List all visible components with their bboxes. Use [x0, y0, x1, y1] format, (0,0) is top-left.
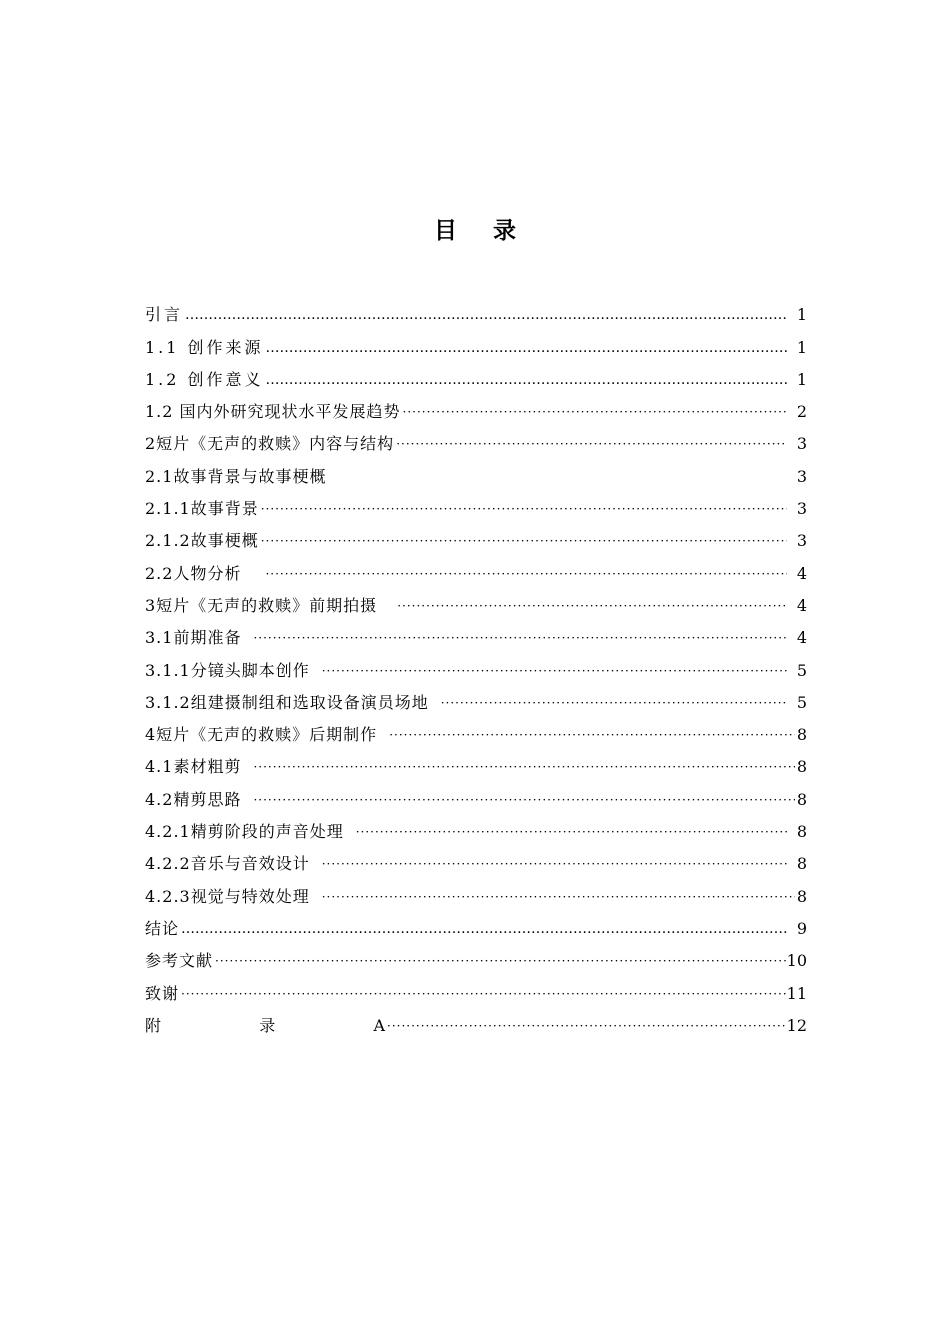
toc-entry-2-1-1[interactable] [145, 487, 807, 519]
toc-entry-page: 1 [796, 305, 807, 325]
toc-entry-4[interactable] [145, 713, 807, 745]
toc-dot-leader [387, 1016, 787, 1036]
toc-entry-page: 4 [796, 595, 807, 615]
toc-entry-3-1[interactable] [145, 616, 807, 648]
toc-entry-4-1[interactable] [145, 745, 807, 777]
toc-dot-leader [181, 919, 787, 939]
toc-entry-appendix-a[interactable] [145, 1004, 807, 1036]
toc-entry-page: 9 [796, 918, 807, 938]
toc-label-part: 附 [145, 1015, 162, 1035]
toc-dot-leader [322, 661, 787, 681]
toc-entry-page: 2 [796, 402, 807, 422]
toc-dot-leader [253, 628, 786, 648]
toc-dot-leader [253, 790, 794, 810]
toc-entry-1-2-research[interactable] [145, 390, 807, 422]
toc-entry-label: 4.2精剪思路 [145, 789, 242, 809]
toc-entry-page: 8 [796, 725, 807, 745]
toc-entry-page: 5 [796, 692, 807, 712]
toc-entry-conclusion[interactable] [145, 907, 807, 939]
toc-entry-1-2[interactable] [145, 358, 807, 390]
toc-entry-label: 致谢 [145, 983, 180, 1003]
toc-dot-leader [185, 305, 787, 325]
toc-entry-2-2[interactable] [145, 551, 807, 583]
toc-dot-leader [181, 984, 787, 1004]
table-of-contents [145, 293, 807, 1036]
toc-entry-page: 4 [796, 628, 807, 648]
toc-entry-3[interactable] [145, 584, 807, 616]
toc-entry-page: 3 [796, 434, 807, 454]
toc-entry-page: 8 [796, 757, 807, 777]
toc-entry-page: 8 [796, 822, 807, 842]
toc-entry-page: 8 [796, 886, 807, 906]
toc-dot-leader [215, 951, 787, 971]
toc-entry-page: 4 [796, 563, 807, 583]
toc-entry-label: 参考文献 [145, 951, 214, 971]
toc-label-part: A [373, 1015, 385, 1035]
toc-title: 目 录 [433, 218, 530, 244]
toc-entry-label: 2.1故事背景与故事梗概 [145, 466, 327, 486]
toc-entry-page: 10 [786, 951, 807, 971]
toc-entry-page: 5 [796, 660, 807, 680]
toc-entry-label: 4短片《无声的救赎》后期制作 [145, 725, 378, 745]
toc-entry-4-2[interactable] [145, 777, 807, 809]
toc-entry-page: 8 [796, 854, 807, 874]
toc-entry-page: 3 [796, 466, 807, 486]
toc-entry-introduction[interactable] [145, 293, 807, 325]
toc-entry-label: 引言 [145, 305, 184, 325]
toc-entry-label: 4.2.1精剪阶段的声音处理 [145, 822, 344, 842]
toc-entry-4-2-1[interactable] [145, 810, 807, 842]
toc-label-part: 录 [259, 1015, 276, 1035]
toc-dot-leader [266, 338, 787, 358]
toc-entry-page: 1 [796, 369, 807, 389]
toc-entry-label: 1.1 创作来源 [145, 337, 264, 357]
toc-entry-label: 3.1.1分镜头脚本创作 [145, 660, 310, 680]
toc-entry-1-1[interactable] [145, 325, 807, 357]
toc-entry-label: 3.1前期准备 [145, 628, 242, 648]
toc-entry-2-1-2[interactable] [145, 519, 807, 551]
toc-dot-leader [266, 370, 787, 390]
toc-dot-leader [265, 564, 786, 584]
toc-dot-leader [403, 402, 787, 422]
toc-entry-label: 3.1.2组建摄制组和选取设备演员场地 [145, 692, 429, 712]
toc-dot-leader [322, 854, 787, 874]
toc-entry-3-1-1[interactable] [145, 648, 807, 680]
toc-dot-leader [397, 596, 787, 616]
toc-dot-leader [253, 757, 794, 777]
toc-entry-references[interactable] [145, 939, 807, 971]
toc-entry-label: 4.1素材粗剪 [145, 757, 242, 777]
toc-dot-leader [441, 693, 787, 713]
toc-entry-label [145, 1016, 385, 1036]
toc-entry-3-1-2[interactable] [145, 681, 807, 713]
toc-entry-2[interactable] [145, 422, 807, 454]
toc-entry-label: 2.1.2故事梗概 [145, 531, 259, 551]
toc-dot-leader [322, 887, 795, 907]
toc-entry-page: 3 [796, 499, 807, 519]
toc-entry-label: 3短片《无声的救赎》前期拍摄 [145, 595, 378, 615]
toc-entry-page: 11 [786, 983, 807, 1003]
toc-dot-leader [261, 531, 787, 551]
toc-entry-label: 1.2 创作意义 [145, 369, 264, 389]
toc-dot-leader [389, 725, 795, 745]
toc-entry-page: 1 [796, 337, 807, 357]
toc-entry-label: 4.2.2音乐与音效设计 [145, 854, 310, 874]
toc-entry-4-2-2[interactable] [145, 842, 807, 874]
toc-dot-leader [356, 822, 787, 842]
toc-entry-label: 2.1.1故事背景 [145, 499, 259, 519]
toc-entry-page: 3 [796, 531, 807, 551]
toc-entry-4-2-3[interactable] [145, 874, 807, 906]
toc-entry-page: 12 [786, 1015, 807, 1035]
toc-entry-label: 4.2.3视觉与特效处理 [145, 886, 310, 906]
toc-entry-label: 1.2 国内外研究现状水平发展趋势 [145, 402, 401, 422]
toc-entry-2-1[interactable] [145, 454, 807, 486]
toc-dot-leader [396, 434, 787, 454]
toc-entry-label: 2.2人物分析 [145, 563, 242, 583]
toc-entry-acknowledgements[interactable] [145, 971, 807, 1003]
toc-entry-page: 8 [796, 789, 807, 809]
toc-entry-label: 2短片《无声的救赎》内容与结构 [145, 434, 395, 454]
toc-entry-label: 结论 [145, 918, 180, 938]
toc-dot-leader [261, 499, 787, 519]
